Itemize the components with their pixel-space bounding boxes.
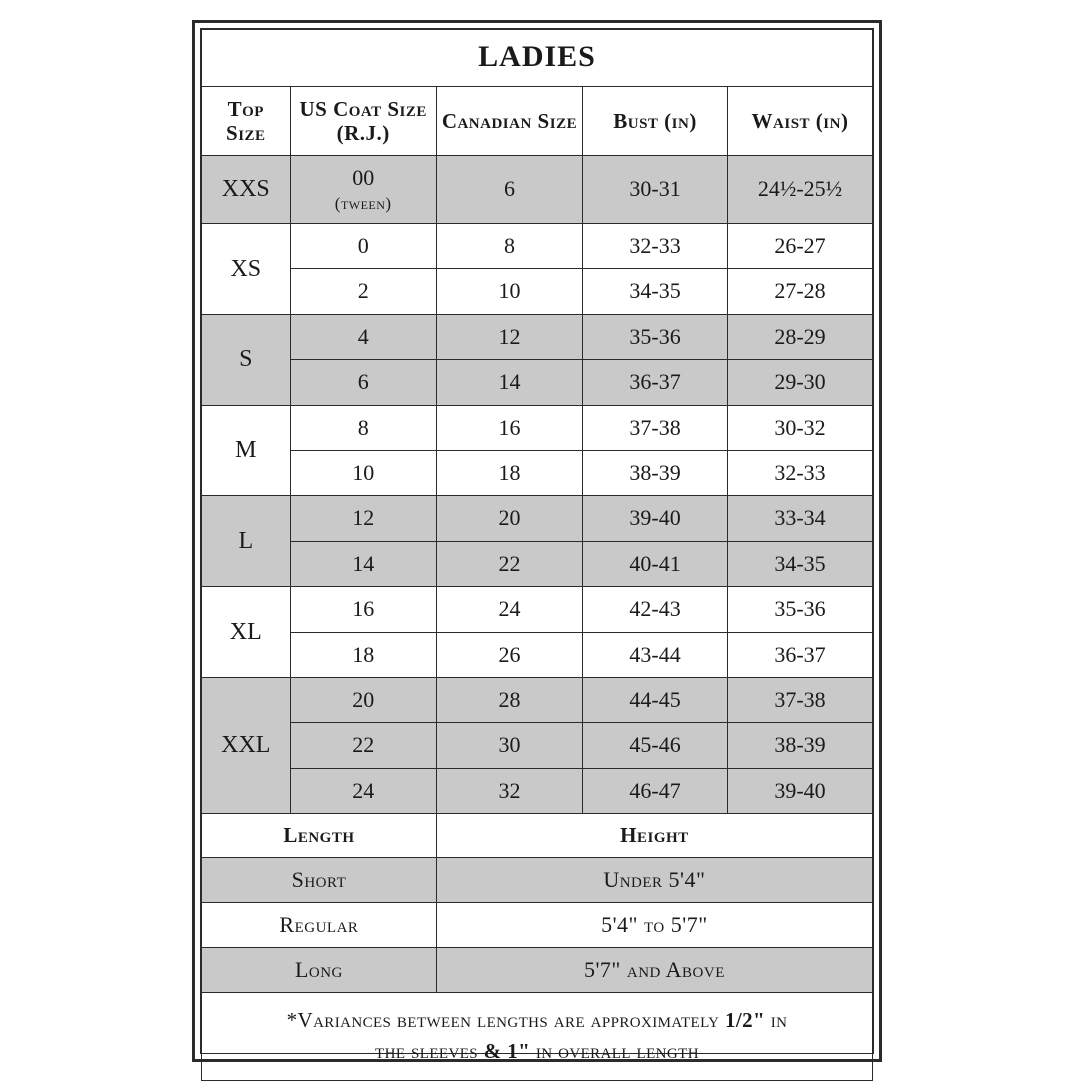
- cell-us-coat-size: [290, 156, 436, 224]
- cell-us-coat-size: 16: [290, 587, 436, 632]
- cell-waist: 34-35: [728, 541, 873, 586]
- cell-us-coat-value: 00: [352, 165, 375, 191]
- cell-length: Short: [202, 858, 437, 903]
- cell-bust: 35-36: [583, 314, 728, 359]
- footnote-row: [202, 993, 873, 1081]
- cell-canadian-size: 12: [436, 314, 582, 359]
- cell-us-coat-size: 6: [290, 360, 436, 405]
- cell-us-coat-size: 14: [290, 541, 436, 586]
- table-row: [202, 632, 873, 677]
- cell-length: Long: [202, 948, 437, 993]
- table-header-row: [202, 87, 873, 156]
- cell-waist: 39-40: [728, 768, 873, 813]
- footnote-line2-part1: the sleeves: [375, 1038, 484, 1063]
- cell-canadian-size: 10: [436, 269, 582, 314]
- cell-bust: 30-31: [583, 156, 728, 224]
- cell-bust: 46-47: [583, 768, 728, 813]
- cell-height: Under 5'4": [436, 858, 872, 903]
- length-height-row: [202, 948, 873, 993]
- table-row: [202, 224, 873, 269]
- cell-us-coat-size: 10: [290, 451, 436, 496]
- table-row: [202, 269, 873, 314]
- cell-waist: 36-37: [728, 632, 873, 677]
- cell-waist: 29-30: [728, 360, 873, 405]
- cell-canadian-size: 20: [436, 496, 582, 541]
- cell-canadian-size: 30: [436, 723, 582, 768]
- cell-canadian-size: 22: [436, 541, 582, 586]
- cell-top-size: XL: [202, 587, 291, 678]
- length-height-row: [202, 858, 873, 903]
- table-row: [202, 587, 873, 632]
- footnote-line1-emphasis: 1/2": [725, 1008, 766, 1033]
- cell-bust: 40-41: [583, 541, 728, 586]
- column-header-canadian-size: Canadian Size: [436, 87, 582, 156]
- column-header-height: Height: [436, 814, 872, 858]
- table-title-row: [202, 30, 873, 87]
- length-height-header-row: [202, 814, 873, 858]
- footnote-line1-part2: in: [765, 1008, 788, 1033]
- cell-waist: 37-38: [728, 677, 873, 722]
- cell-canadian-size: 26: [436, 632, 582, 677]
- footnote-line2-emphasis: & 1": [483, 1038, 531, 1063]
- cell-us-coat-size: 18: [290, 632, 436, 677]
- cell-canadian-size: 32: [436, 768, 582, 813]
- cell-canadian-size: 28: [436, 677, 582, 722]
- table-row: [202, 496, 873, 541]
- size-chart-frame: [192, 20, 882, 1062]
- column-header-bust: Bust (in): [583, 87, 728, 156]
- cell-us-coat-size: 24: [290, 768, 436, 813]
- cell-top-size: XS: [202, 224, 291, 315]
- footnote-line1-part1: *Variances between lengths are approximately: [286, 1008, 726, 1033]
- cell-canadian-size: 16: [436, 405, 582, 450]
- cell-bust: 32-33: [583, 224, 728, 269]
- cell-waist: 33-34: [728, 496, 873, 541]
- cell-top-size: L: [202, 496, 291, 587]
- table-row: [202, 314, 873, 359]
- cell-top-size: XXS: [202, 156, 291, 224]
- cell-waist: 27-28: [728, 269, 873, 314]
- table-row: [202, 541, 873, 586]
- cell-bust: 45-46: [583, 723, 728, 768]
- column-header-waist: Waist (in): [728, 87, 873, 156]
- column-header-us-coat-size: US Coat Size (R.J.): [290, 87, 436, 156]
- cell-us-coat-size: 20: [290, 677, 436, 722]
- table-row: [202, 451, 873, 496]
- table-row: [202, 677, 873, 722]
- cell-bust: 34-35: [583, 269, 728, 314]
- cell-waist: 32-33: [728, 451, 873, 496]
- cell-bust: 36-37: [583, 360, 728, 405]
- cell-top-size: M: [202, 405, 291, 496]
- cell-top-size: S: [202, 314, 291, 405]
- size-chart-inner-border: [200, 28, 874, 1063]
- cell-waist: 30-32: [728, 405, 873, 450]
- cell-bust: 37-38: [583, 405, 728, 450]
- cell-canadian-size: 18: [436, 451, 582, 496]
- table-row: [202, 768, 873, 813]
- cell-waist: 24½-25½: [728, 156, 873, 224]
- column-header-top-size: Top Size: [202, 87, 291, 156]
- cell-us-coat-size: 8: [290, 405, 436, 450]
- cell-bust: 44-45: [583, 677, 728, 722]
- page-title: LADIES: [202, 30, 873, 87]
- footnote-text: [202, 993, 873, 1081]
- cell-height: 5'4" to 5'7": [436, 903, 872, 948]
- cell-canadian-size: 8: [436, 224, 582, 269]
- cell-waist: 35-36: [728, 587, 873, 632]
- cell-canadian-size: 24: [436, 587, 582, 632]
- cell-bust: 38-39: [583, 451, 728, 496]
- table-row: [202, 360, 873, 405]
- table-row: [202, 405, 873, 450]
- column-header-length: Length: [202, 814, 437, 858]
- cell-bust: 42-43: [583, 587, 728, 632]
- cell-waist: 28-29: [728, 314, 873, 359]
- cell-us-coat-size: 0: [290, 224, 436, 269]
- cell-us-coat-size: 12: [290, 496, 436, 541]
- table-row: [202, 156, 873, 224]
- cell-waist: 26-27: [728, 224, 873, 269]
- cell-us-coat-size: 4: [290, 314, 436, 359]
- table-row: [202, 723, 873, 768]
- cell-us-coat-size: 2: [290, 269, 436, 314]
- footnote-line2-part2: in overall length: [530, 1038, 699, 1063]
- cell-height: 5'7" and Above: [436, 948, 872, 993]
- cell-bust: 43-44: [583, 632, 728, 677]
- cell-us-coat-size: 22: [290, 723, 436, 768]
- cell-top-size: XXL: [202, 677, 291, 813]
- cell-canadian-size: 6: [436, 156, 582, 224]
- cell-us-coat-note: (tween): [334, 193, 392, 213]
- cell-bust: 39-40: [583, 496, 728, 541]
- length-height-row: [202, 903, 873, 948]
- cell-length: Regular: [202, 903, 437, 948]
- ladies-size-table: [201, 29, 873, 1081]
- cell-waist: 38-39: [728, 723, 873, 768]
- cell-canadian-size: 14: [436, 360, 582, 405]
